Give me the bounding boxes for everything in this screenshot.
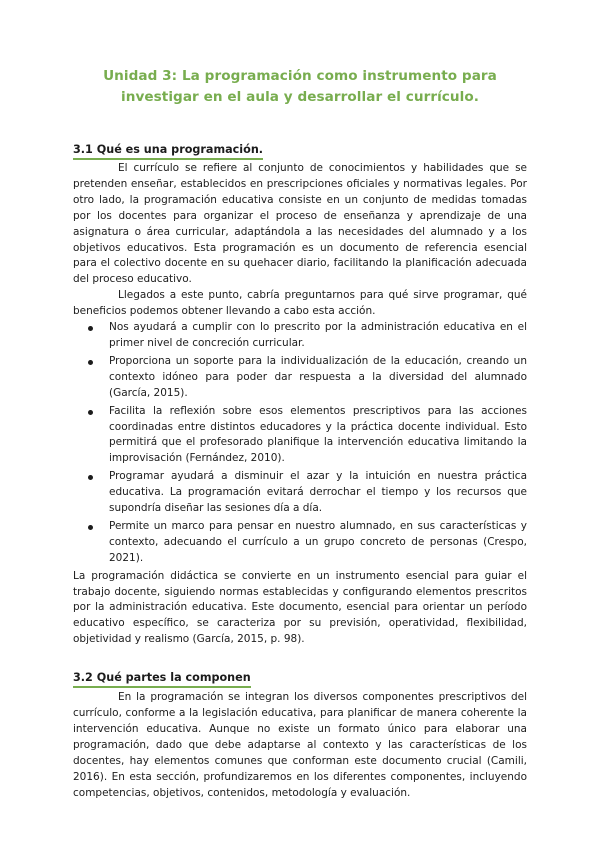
list-item <box>109 404 527 468</box>
benefits-list <box>73 320 527 567</box>
list-item-text: Facilita la reflexión sobre esos elementos prescriptivos para las acciones coordinadas entre distintos educadores y la práctica docente individual. Esto permitirá que el profesorado planifique la intervención educativa limitando la improvisación (Fernández, 2010). <box>109 404 527 465</box>
list-item <box>109 469 527 517</box>
bullet-icon <box>88 525 93 530</box>
document-title: Unidad 3: La programación como instrumento para investigar en el aula y desarrollar el currículo. <box>103 68 497 105</box>
section-heading-3-2: 3.2 Qué partes la componen <box>73 670 251 688</box>
list-item <box>109 519 527 567</box>
bullet-icon <box>88 475 93 480</box>
list-item <box>109 320 527 352</box>
list-item-text: Permite un marco para pensar en nuestro alumnado, en sus características y contexto, adecuando el currículo a un grupo concreto de personas (Crespo, 2021). <box>109 519 527 564</box>
paragraph-componentes: En la programación se integran los diversos componentes prescriptivos del currículo, conforme a la legislación educativa, para planificar de manera coherente la intervención educativa. Aunque no existe un formato único para elaborar una programación, dado que debe adaptarse al contexto y las características de los docentes, hay elementos comunes que conforman este documento crucial (Camili, 2016). En esta sección, profundizaremos en los diferentes componentes, incluyendo competencias, objetivos, contenidos, metodología y evaluación. <box>73 691 527 799</box>
bullet-icon <box>88 360 93 365</box>
bullet-icon <box>88 326 93 331</box>
paragraph-curriculo: El currículo se refiere al conjunto de conocimientos y habilidades que se pretenden enseñar, establecidos en prescripciones oficiales y normativas legales. Por otro lado, la programación educativa consiste en un conjunto de medidas tomadas por los docentes para organizar el proceso de enseñanza y aprendizaje de una asignatura o área curricular, adaptándola a las necesidades del alumnado y a los objetivos educativos. Esta programación es un documento de referencia esencial para el colectivo docente en su quehacer diario, facilitando la planificación adecuada del proceso educativo. <box>73 162 527 286</box>
paragraph-llegados: Llegados a este punto, cabría preguntarnos para qué sirve programar, qué beneficios podemos obtener llevando a cabo esta acción. <box>73 289 527 318</box>
list-item-text: Proporciona un soporte para la individualización de la educación, creando un contexto idóneo para poder dar respuesta a la diversidad del alumnado (García, 2015). <box>109 354 527 399</box>
paragraph-closing: La programación didáctica se convierte en un instrumento esencial para guiar el trabajo docente, siguiendo normas establecidas y configurando elementos prescritos por la administración educativa. Este documento, esencial para orientar un período educativo específico, se caracteriza por su previsión, operatividad, flexibilidad, objetividad y realismo (García, 2015, p. 98). <box>73 569 527 646</box>
bullet-icon <box>88 410 93 415</box>
list-item-text: Nos ayudará a cumplir con lo prescrito por la administración educativa en el primer nivel de concreción curricular. <box>109 321 527 349</box>
list-item <box>109 354 527 402</box>
list-item-text: Programar ayudará a disminuir el azar y la intuición en nuestra práctica educativa. La programación evitará derrochar el tiempo y los recursos que supondría diseñar las sesiones día a día. <box>109 470 527 515</box>
section-heading-3-1: 3.1 Qué es una programación. <box>73 142 263 160</box>
